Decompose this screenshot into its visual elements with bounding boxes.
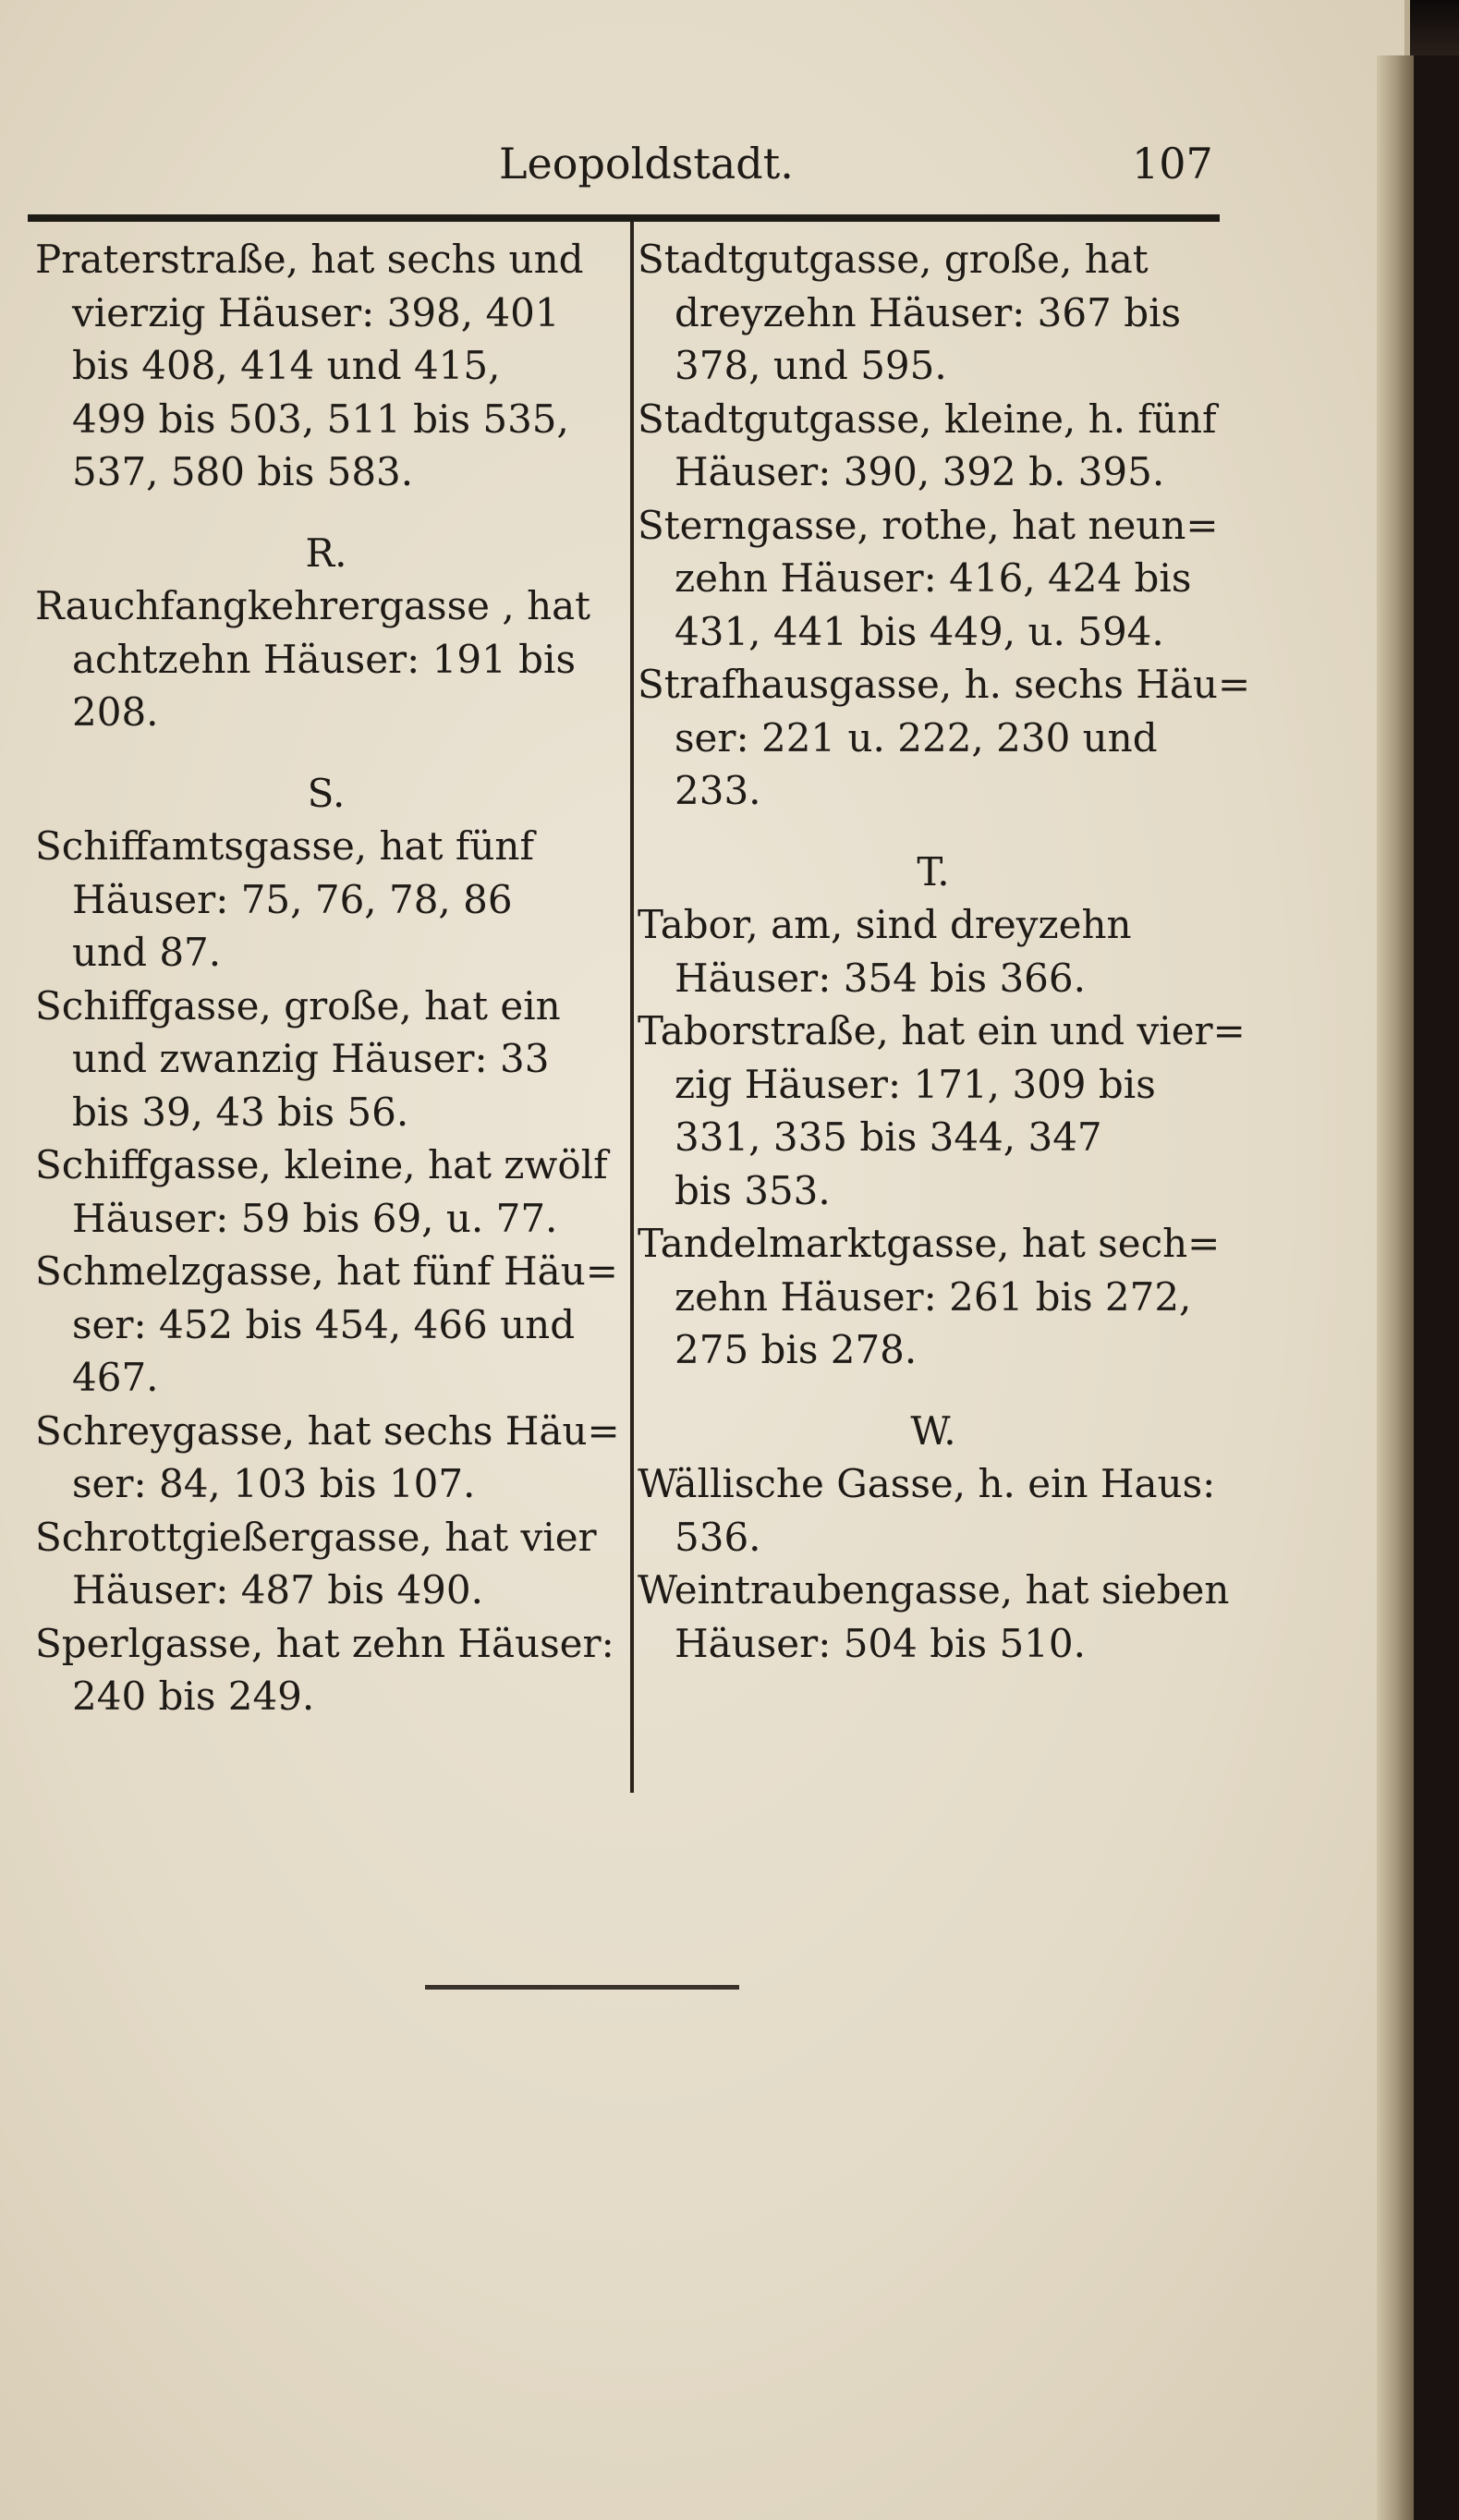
index-continuation-line: 536. [675,1514,761,1560]
section-gap [35,499,617,527]
column-divider [630,222,634,1793]
index-continuation-line: 431, 441 bis 449, u. 594. [675,608,1164,654]
index-entry-line: Schiffgasse, kleine, hat zwölf [35,1142,608,1187]
index-continuation-line: zig Häuser: 171, 309 bis [675,1061,1156,1107]
index-continuation-line: Häuser: 59 bis 69, u. 77. [72,1195,558,1241]
index-entry-line: Stadtgutgasse, große, hat [638,237,1149,282]
left-column [35,233,620,1723]
right-column [638,233,1251,1670]
index-entry-line: Taborstraße, hat ein und vier= [638,1008,1246,1053]
index-entry-line: Tabor, am, sind dreyzehn [638,902,1132,947]
page-number: 107 [1132,139,1213,189]
index-entry-line: Schiffamtsgasse, hat fünf [35,823,535,869]
index-continuation-line: Häuser: 75, 76, 78, 86 [72,876,513,922]
index-entry-line: Schiffgasse, große, hat ein [35,982,561,1029]
index-continuation-line: 275 bis 278. [675,1327,918,1372]
index-continuation-line: Häuser: 354 bis 366. [675,955,1086,1001]
index-entry-line: Weintraubengasse, hat sieben [638,1567,1230,1613]
index-continuation-line: Häuser: 390, 392 b. 395. [675,449,1165,494]
end-rule [425,1985,739,1990]
index-continuation-line: achtzehn Häuser: 191 bis [72,636,577,682]
section-letter: R. [305,530,347,576]
index-continuation-line: Häuser: 504 bis 510. [675,1620,1086,1666]
section-letter: S. [307,770,346,816]
index-continuation-line: zehn Häuser: 261 bis 272, [675,1273,1192,1320]
section-letter: T. [917,848,950,895]
index-continuation-line: bis 353. [675,1167,831,1213]
index-continuation-line: 208. [72,689,159,735]
index-continuation-line: bis 408, 414 und 415, [72,343,501,388]
section-letter: W. [910,1407,956,1454]
index-entry-line: Sterngasse, rothe, hat neun= [638,502,1219,548]
section-gap [35,739,617,767]
index-entry-line: Schreygasse, hat sechs Häu= [35,1407,620,1454]
index-entry-line: Sperlgasse, hat zehn Häuser: [35,1620,614,1666]
index-entry-line: Tandelmarktgasse, hat sech= [638,1221,1221,1266]
page-edge [1377,55,1414,2520]
index-continuation-line: ser: 452 bis 454, 466 und [72,1301,576,1347]
index-continuation-line: 499 bis 503, 511 bis 535, [72,396,569,442]
index-entry-line: Strafhausgasse, h. sechs Häu= [638,662,1251,707]
index-continuation-line: 467. [72,1355,159,1400]
index-continuation-line: und 87. [72,930,222,975]
index-continuation-line: ser: 84, 103 bis 107. [72,1461,476,1506]
header-rule [28,214,1220,222]
index-continuation-line: und zwanzig Häuser: 33 [72,1036,550,1081]
index-continuation-line: ser: 221 u. 222, 230 und [675,714,1158,761]
index-continuation-line: zehn Häuser: 416, 424 bis [675,555,1192,601]
section-gap [638,1377,1229,1405]
index-entry-line: Schmelzgasse, hat fünf Häu= [35,1248,618,1294]
index-entry-line: Schrottgießergasse, hat vier [35,1514,597,1560]
index-continuation-line: 233. [675,768,761,813]
index-entry-line: Rauchfangkehrergasse , hat [35,583,591,628]
index-continuation-line: Häuser: 487 bis 490. [72,1567,483,1613]
index-continuation-line: bis 39, 43 bis 56. [72,1089,409,1135]
index-entry-line: Praterstraße, hat sechs und [35,237,584,282]
index-continuation-line: 331, 335 bis 344, 347 [675,1114,1102,1160]
index-continuation-line: dreyzehn Häuser: 367 bis [675,289,1182,335]
index-continuation-line: 378, und 595. [675,343,947,388]
index-continuation-line: 240 bis 249. [72,1674,315,1719]
section-gap [638,818,1229,846]
index-continuation-line: vierzig Häuser: 398, 401 [72,289,560,335]
running-header-title: Leopoldstadt. [499,139,794,189]
index-entry-line: Stadtgutgasse, kleine, h. fünf [638,396,1217,442]
index-entry-line: Wällische Gasse, h. ein Haus: [638,1461,1216,1506]
index-continuation-line: 537, 580 bis 583. [72,449,414,494]
